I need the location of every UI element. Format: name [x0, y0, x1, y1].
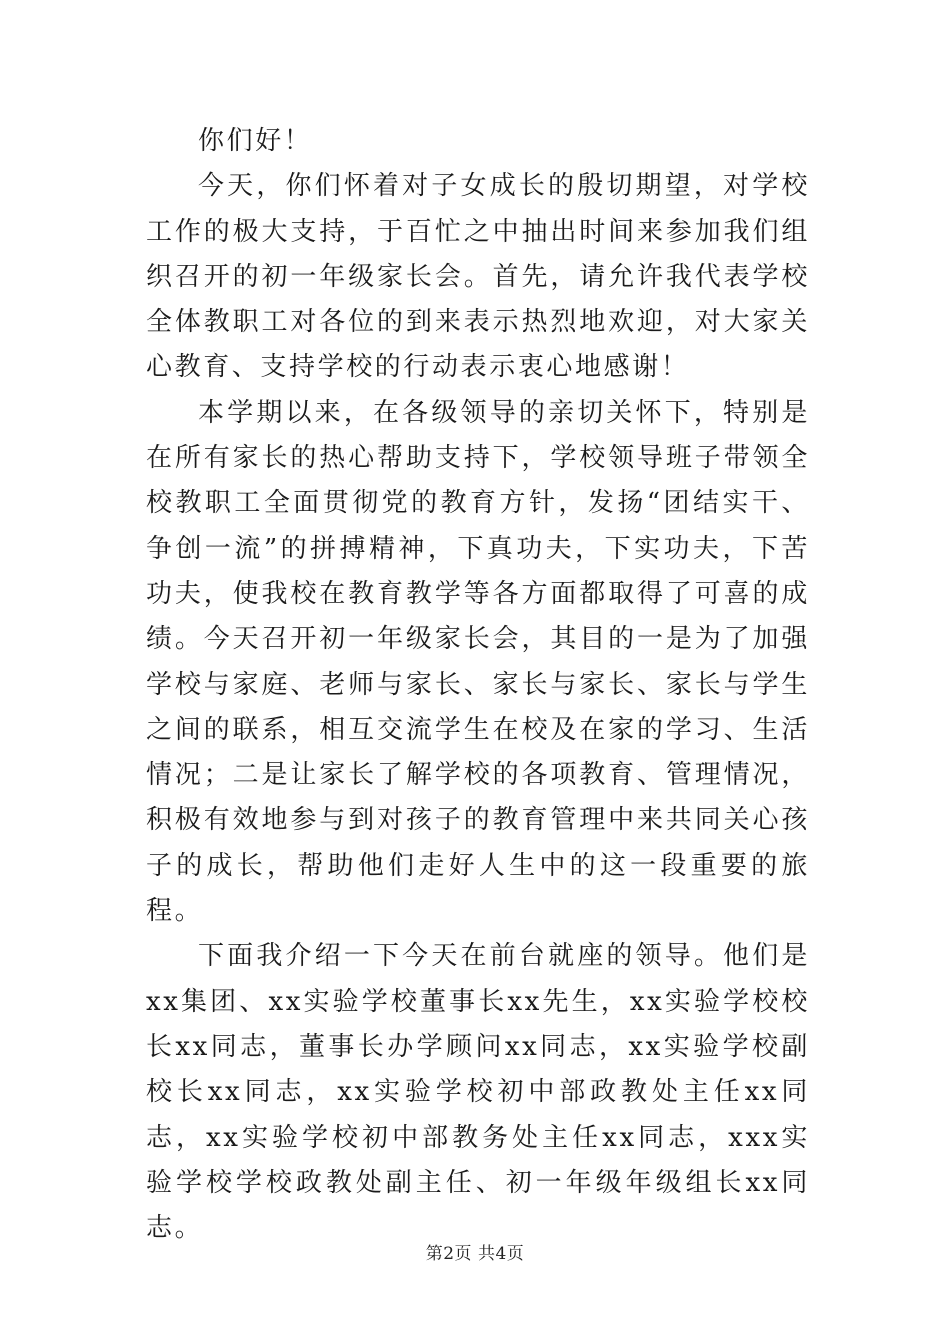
- page-number-footer: 第2页 共4页: [425, 1244, 525, 1264]
- leaders-introduction-paragraph: 下面我介绍一下今天在前台就座的领导。他们是xx集团、xx实验学校董事长xx先生，xx实验学校校长xx同志，董事长办学顾问xx同志，xx实验学校副校长xx同志，xx实验学校初中部政教处主任xx同志，xx实验学校初中部教务处主任xx同志，xxx实验学校学校政教处副主任、初一年级年级组长xx同志。: [146, 941, 810, 1244]
- semester-summary-paragraph: 本学期以来，在各级领导的亲切关怀下，特别是在所有家长的热心帮助支持下，学校领导班子带领全校教职工全面贯彻党的教育方针，发扬“团结实干、争创一流”的拼搏精神，下真功夫，下实功夫，下苦功夫，使我校在教育教学等各方面都取得了可喜的成绩。今天召开初一年级家长会，其目的一是为了加强学校与家庭、老师与家长、家长与家长、家长与学生之间的联系，相互交流学生在校及在家的学习、生活情况；二是让家长了解学校的各项教育、管理情况，积极有效地参与到对孩子的教育管理中来共同关心孩子的成长，帮助他们走好人生中的这一段重要的旅程。: [146, 397, 810, 927]
- greeting-paragraph: 你们好！: [198, 126, 313, 156]
- document-body: [146, 119, 810, 1251]
- welcome-paragraph: 今天，你们怀着对子女成长的殷切期望，对学校工作的极大支持，于百忙之中抽出时间来参加我们组织召开的初一年级家长会。首先，请允许我代表学校全体教职工对各位的到来表示热烈地欢迎，对大家关心教育、支持学校的行动表示衷心地感谢！: [146, 171, 810, 383]
